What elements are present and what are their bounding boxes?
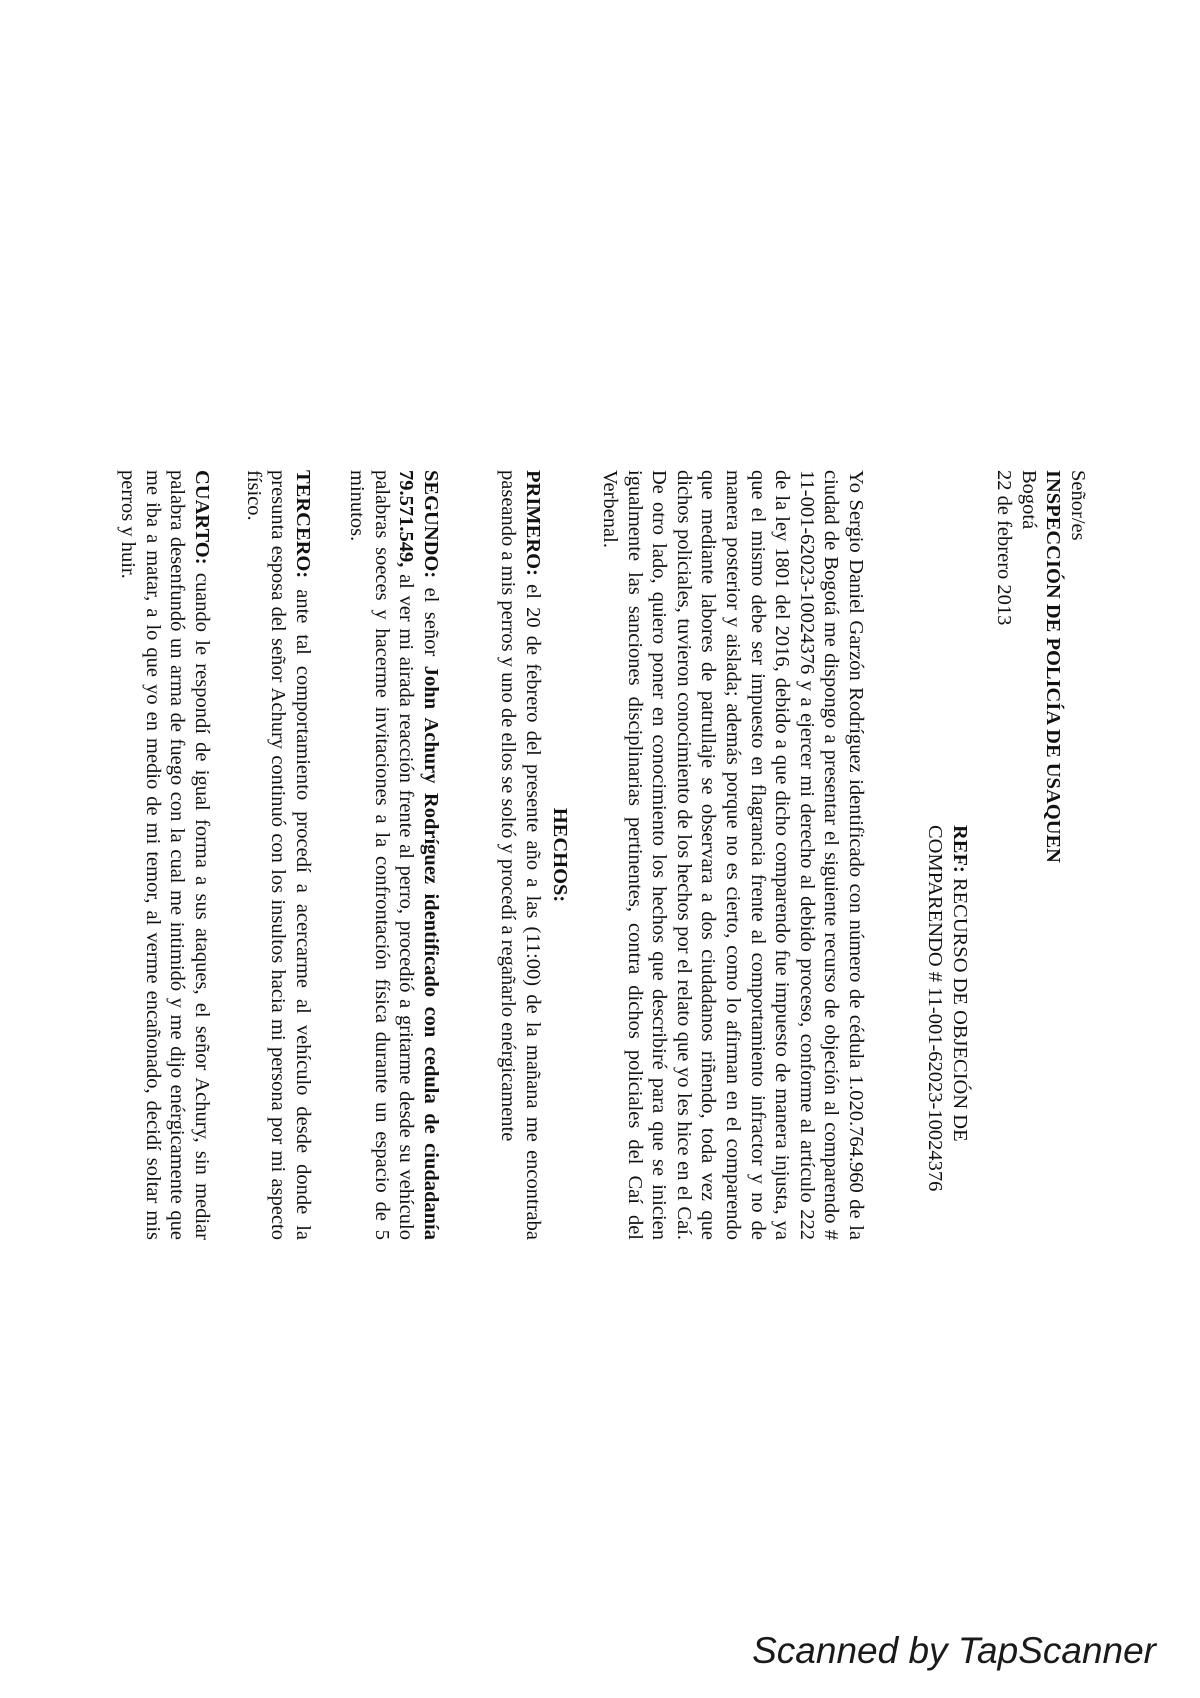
paragraph-cuarto — [116, 470, 214, 1240]
segundo-label: SEGUNDO: — [420, 470, 442, 579]
segundo-text-a: el señor — [420, 578, 442, 666]
recipient-city: Bogotá — [1017, 470, 1040, 530]
reference-label: REF: — [949, 825, 971, 873]
primero-text: el 20 de febrero del presente año a las (11:00) de la mañana me encontraba paseando a mis perros y uno de ellos se soltó y procedí a regañarlo enérgicamente — [497, 470, 544, 1240]
paragraph-primero — [496, 470, 545, 1240]
paragraph-tercero — [241, 470, 315, 1240]
cuarto-label: CUARTO: — [191, 470, 213, 565]
salutation: Señor/es — [1067, 470, 1089, 541]
primero-label: PRIMERO: — [522, 470, 544, 576]
letter-date: 22 de febrero 2013 — [993, 470, 1016, 626]
intro-paragraph: Yo Sergio Daniel Garzón Rodríguez identificado con número de cédula 1.020.764.960 de la ciudad de Bogotá me dispongo a presentar el siguiente recurso de objeción al comparendo # 11-001-62023-10024376 y a ejercer mi derecho al debido proceso, conforme al artículo 222 de la ley 1801 del 2016, debido a que dicho comparendo fue impuesto de manera injusta, ya que el mismo debe ser impuesto en flagrancia frente al comportamiento infractor y no de manera posterior y aislada; además porque no es cierto, como lo afirman en el comparendo que mediante labores de patrullaje se observara a dos ciudadanos riñendo, toda vez que dichos policiales, tuvieron conocimiento de los hechos por el relato que yo les hice en el Caí. De otro lado, quiero poner en conocimiento los hechos que describiré para que se inicien igualmente las sanciones disciplinarias pertinentes, contra dichos policiales del Caí del Verbenal. — [599, 470, 867, 1240]
reference-line-2: COMPARENDO # 11-001-62023-10024376 — [924, 825, 947, 1192]
tercero-label: TERCERO: — [292, 470, 314, 579]
tercero-text: ante tal comportamiento procedí a acercarme al vehículo desde donde la presunta esposa del señor Achury continuó con los insultos hacia mi persona por mi aspecto físico. — [242, 470, 314, 1240]
reference-block — [923, 825, 972, 1245]
segundo-bold-text: John Achury Rodríguez identificado con cedula de ciudadanía 79.571.549, — [395, 470, 442, 1240]
letter-body — [117, 470, 1090, 1330]
recipient-block — [992, 470, 1090, 890]
segundo-text-b: al ver mi airada reacción frente al perro, procedió a gritarme desde su vehículo palabras soeces y hacerme invitaciones a la confrontación física durante un espacio de 5 minutos. — [346, 470, 418, 1240]
scanner-watermark: Scanned by TapScanner — [752, 1630, 1156, 1671]
paragraph-segundo — [345, 470, 443, 1240]
reference-line-1: RECURSO DE OBJECIÓN DE — [949, 877, 971, 1142]
hechos-heading: HECHOS: — [549, 807, 571, 903]
cuarto-text: cuando le respondí de igual forma a sus ataques, el señor Achury, sin mediar palabra desenfundó un arma de fuego con la cual me intimidó y me dijo enérgicamente que me iba a matar, a lo que yo en medio de mi temor, al verme encañonado, decidí soltar mis perros y huir. — [117, 470, 213, 1240]
recipient-office: INSPECCIÓN DE POLICÍA DE USAQUEN — [1042, 470, 1065, 863]
